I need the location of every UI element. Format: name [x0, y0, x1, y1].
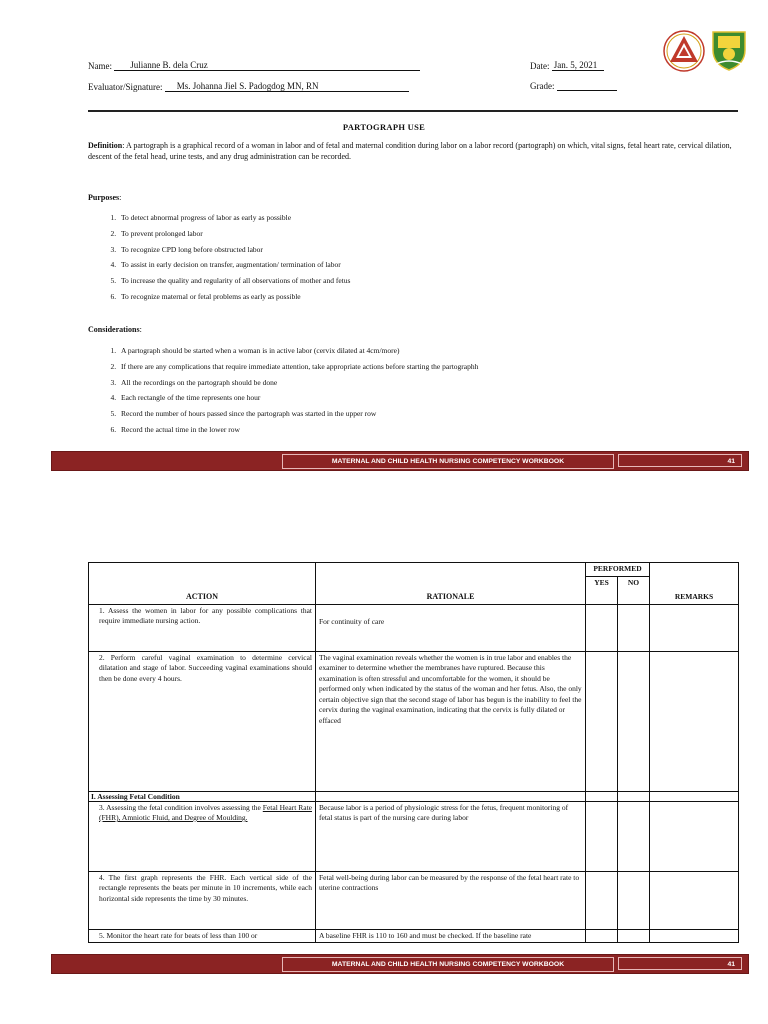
- rationale-cell: For continuity of care: [316, 604, 586, 651]
- action-cell: 5. Monitor the heart rate for beats of less than 100 or: [89, 929, 316, 943]
- header-action: ACTION: [89, 563, 316, 605]
- evaluator-label: Evaluator/Signature:: [88, 82, 163, 92]
- header-rationale: RATIONALE: [316, 563, 586, 605]
- college-shield-logo: [710, 28, 748, 72]
- remarks-cell[interactable]: [650, 604, 739, 651]
- remarks-cell[interactable]: [650, 929, 739, 943]
- page-footer: [51, 451, 749, 471]
- action-cell: 4. The first graph represents the FHR. Each vertical side of the rectangle represents the beats per minute in 10 increments, while each horizontal side represents the time by 30 minutes.: [89, 871, 316, 929]
- section-label: I. Assessing Fetal Condition: [89, 791, 316, 801]
- list-item: 1. A partograph should be started when a woman is in active labor (cervix dilated at 4cm/more): [118, 343, 478, 359]
- header-performed: PERFORMED: [586, 563, 650, 577]
- name-row: [88, 60, 420, 71]
- action-text: 3. Assessing the fetal condition involves assessing the: [99, 802, 263, 812]
- no-checkbox-cell[interactable]: [618, 651, 650, 791]
- evaluator-field[interactable]: Ms. Johanna Jiel S. Padogdog MN, RN: [165, 81, 409, 92]
- remarks-cell[interactable]: [650, 871, 739, 929]
- no-checkbox-cell[interactable]: [618, 871, 650, 929]
- table-row: [89, 651, 739, 791]
- purposes-heading: [88, 193, 121, 202]
- grade-field[interactable]: [557, 90, 617, 91]
- grade-row: [530, 81, 617, 91]
- table-row: [89, 871, 739, 929]
- page-footer-2: [51, 954, 749, 974]
- footer-title: MATERNAL AND CHILD HEALTH NURSING COMPETENCY WORKBOOK: [282, 454, 614, 469]
- header-no: NO: [618, 576, 650, 604]
- list-item: 5. To increase the quality and regularity of all observations of mother and fetus: [118, 273, 350, 289]
- definition-text: : A partograph is a graphical record of a woman in labor and of fetal and maternal condition during labor on a labor record (partograph) on which, vital signs, fetal heart rate, cervical dilation, descent of the fetal head, urine tests, and any drug administration can be recorded.: [88, 141, 732, 161]
- school-logo-triangle: [663, 30, 705, 72]
- considerations-colon: :: [139, 325, 142, 334]
- evaluator-row: [88, 81, 409, 92]
- name-field[interactable]: Julianne B. dela Cruz: [114, 60, 420, 71]
- no-checkbox-cell[interactable]: [618, 801, 650, 871]
- rationale-cell: The vaginal examination reveals whether the women is in true labor and enables the examiner to determine whether the membranes have ruptured. Because this examination is often stressful and uncomfortable for the women, it should be performed only when indicated by the status of the woman and her fetus. Also, the only certain objective sign that the second stage of labor has begun is the inability to feel the cervix during the vaginal examination, indicating that the cervix is fully dilated or effaced: [316, 651, 586, 791]
- list-item: 4. Each rectangle of the time represents one hour: [118, 390, 478, 406]
- procedure-table: [88, 562, 739, 943]
- action-underlined-text: Fetal Heart Rate (FHR), Amniotic Fluid, and Degree of Moulding.: [99, 802, 312, 822]
- list-item: 5. Record the number of hours passed since the partograph was started in the upper row: [118, 406, 478, 422]
- header-remarks: REMARKS: [650, 563, 739, 605]
- remarks-cell[interactable]: [650, 801, 739, 871]
- remarks-cell[interactable]: [650, 651, 739, 791]
- table-row: [89, 929, 739, 943]
- name-label: Name:: [88, 61, 112, 71]
- footer-page-number: 41: [618, 454, 742, 467]
- rationale-cell: A baseline FHR is 110 to 160 and must be checked. If the baseline rate: [316, 929, 586, 943]
- rationale-cell: Fetal well-being during labor can be measured by the response of the fetal heart rate to uterine contractions: [316, 871, 586, 929]
- list-item: 2. To prevent prolonged labor: [118, 226, 350, 242]
- action-cell: 1. Assess the women in labor for any possible complications that require immediate nursing action.: [89, 604, 316, 651]
- date-label: Date:: [530, 61, 550, 71]
- date-field[interactable]: Jan. 5, 2021: [552, 60, 604, 71]
- list-item: 6. Record the actual time in the lower row: [118, 422, 478, 438]
- footer-page-number: 41: [618, 957, 742, 970]
- no-checkbox-cell[interactable]: [618, 929, 650, 943]
- action-cell: 2. Perform careful vaginal examination to determine cervical dilatation and stage of labor. Succeeding vaginal examinations should then be done every 4 hours.: [89, 651, 316, 791]
- header-divider: [88, 110, 738, 112]
- footer-title: MATERNAL AND CHILD HEALTH NURSING COMPETENCY WORKBOOK: [282, 957, 614, 972]
- definition-paragraph: [88, 140, 738, 162]
- considerations-list: [88, 343, 478, 438]
- purposes-list: [88, 210, 350, 305]
- list-item: 2. If there are any complications that require immediate attention, take appropriate actions before starting the partographh: [118, 359, 478, 375]
- list-item: 1. To detect abnormal progress of labor as early as possible: [118, 210, 350, 226]
- purposes-colon: :: [119, 193, 122, 202]
- yes-checkbox-cell[interactable]: [586, 801, 618, 871]
- table-row: [89, 801, 739, 871]
- page-title: PARTOGRAPH USE: [342, 122, 426, 132]
- yes-checkbox-cell[interactable]: [586, 651, 618, 791]
- action-cell: [89, 801, 316, 871]
- rationale-cell: Because labor is a period of physiologic stress for the fetus, frequent monitoring of fetal status is part of the nursing care during labor: [316, 801, 586, 871]
- considerations-label: Considerations: [88, 325, 140, 334]
- purposes-label: Purposes: [88, 193, 120, 202]
- grade-label: Grade:: [530, 81, 555, 91]
- no-checkbox-cell[interactable]: [618, 604, 650, 651]
- yes-checkbox-cell[interactable]: [586, 604, 618, 651]
- section-row: [89, 791, 739, 801]
- yes-checkbox-cell[interactable]: [586, 929, 618, 943]
- date-row: [530, 60, 604, 71]
- table-row: [89, 604, 739, 651]
- list-item: 3. To recognize CPD long before obstructed labor: [118, 242, 350, 258]
- list-item: 4. To assist in early decision on transfer, augmentation/ termination of labor: [118, 257, 350, 273]
- definition-label: Definition: [88, 141, 123, 150]
- list-item: 6. To recognize maternal or fetal problems as early as possible: [118, 289, 350, 305]
- considerations-heading: [88, 325, 142, 334]
- header-yes: YES: [586, 576, 618, 604]
- yes-checkbox-cell[interactable]: [586, 871, 618, 929]
- list-item: 3. All the recordings on the partograph should be done: [118, 375, 478, 391]
